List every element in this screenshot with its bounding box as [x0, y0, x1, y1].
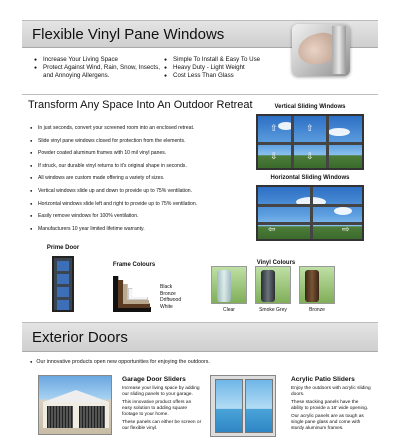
arrow-up-icon: ⇧ [306, 123, 314, 133]
garage-paragraph: This innovative product offers an easy solution to adding square footage to your home. [122, 400, 192, 417]
patio-description [291, 386, 371, 434]
exterior-bullet: ● Our innovative products open new opportunities for enjoying the outdoors. [30, 359, 210, 365]
patio-slider-photo [210, 375, 276, 437]
patio-paragraph: These stacking panels have the ability to provide a 16' wide opening. [291, 400, 369, 411]
arrow-left-icon: ⇦ [268, 224, 276, 234]
vinyl-colour-label: Bronze [309, 307, 325, 313]
patio-paragraph: Enjoy the outdoors with acrylic sliding doors. [291, 386, 371, 397]
section-divider [22, 94, 378, 95]
garage-door-photo [38, 375, 112, 435]
hero-photo [292, 24, 350, 76]
exterior-title: Exterior Doors [32, 329, 128, 346]
benefits-list [30, 122, 255, 235]
patio-title: Acrylic Patio Sliders [291, 376, 355, 383]
benefit-item: ● Horizontal windows slide left and right to provide up to 75% ventilation. [30, 198, 255, 211]
patio-paragraph: Our acrylic panels are as tough as single pane glass and come with sturdy aluminum frames. [291, 414, 364, 431]
arrow-right-icon: ⇨ [342, 224, 350, 234]
arrow-down-icon: ⇩ [306, 151, 314, 161]
garage-paragraph: These panels can either be screen or our flexible vinyl. [122, 420, 202, 431]
benefit-item: ● Easily remove windows for 100% ventilation. [30, 210, 255, 223]
vertical-window-photo [256, 114, 364, 170]
horizontal-window-photo [256, 185, 364, 241]
features-left-list [34, 56, 169, 80]
page-title: Flexible Vinyl Pane Windows [32, 26, 225, 43]
garage-paragraph: Increase your living space by adding our sliding panels to your garage. [122, 386, 200, 397]
frame-colour-label: Driftwood [160, 297, 182, 304]
frame-colour-list [160, 284, 181, 310]
exterior-band [22, 322, 378, 352]
feature-item: ● Heavy Duty - Light Weight [164, 64, 284, 72]
feature-item: ● Increase Your Living Space [34, 56, 169, 64]
retreat-title: Transform Any Space Into An Outdoor Retreat [28, 99, 253, 111]
features-right-list [164, 56, 284, 80]
arrow-down-icon: ⇩ [270, 151, 278, 161]
arrow-up-icon: ⇧ [270, 123, 278, 133]
frame-colours-caption: Frame Colours [112, 262, 156, 268]
horizontal-windows-caption: Horizontal Sliding Windows [270, 175, 350, 181]
garage-title: Garage Door Sliders [122, 376, 186, 383]
benefit-item: ● Slide vinyl pane windows closed for protection from the elements. [30, 135, 255, 148]
benefit-item: ● All windows are custom made offering a variety of sizes. [30, 172, 255, 185]
window-frame-shape [332, 26, 346, 74]
feature-item: ● Simple To Install & Easy To Use [164, 56, 284, 64]
benefit-item: ● If struck, our durable vinyl returns to it's original shape in seconds. [30, 160, 255, 173]
benefit-item: ● Vertical windows slide up and down to provide up to 75% ventilation. [30, 185, 255, 198]
frame-colour-label: Black [160, 284, 173, 290]
benefit-item: ● Manufacturers 10 year limited lifetime warranty. [30, 223, 255, 236]
prime-door-image [52, 256, 74, 312]
benefit-item: ● In just seconds, convert your screened room into an enclosed retreat. [30, 122, 255, 135]
vinyl-swatch-smoke-grey [255, 266, 291, 304]
frame-colour-label: Bronze [160, 290, 176, 297]
frame-colour-label: White [160, 303, 173, 310]
feature-item: ● Protect Against Wind, Rain, Snow, Insects, and Annoying Allergens. [34, 64, 169, 80]
feature-item: ● Cost Less Than Glass [164, 72, 284, 80]
vinyl-colour-label: Clear [223, 307, 235, 313]
vinyl-swatch-clear [211, 266, 247, 304]
frame-colour-swatches [110, 270, 152, 312]
vinyl-colours-caption: Vinyl Colours [256, 260, 296, 266]
vertical-windows-caption: Vertical Sliding Windows [274, 104, 346, 110]
prime-door-caption: Prime Door [46, 245, 80, 251]
vinyl-colour-label: Smoke Grey [259, 307, 287, 313]
garage-description [122, 386, 202, 434]
vinyl-swatch-bronze [299, 266, 335, 304]
benefit-item: ● Powder coated aluminum frames with 10 mil vinyl panes. [30, 147, 255, 160]
